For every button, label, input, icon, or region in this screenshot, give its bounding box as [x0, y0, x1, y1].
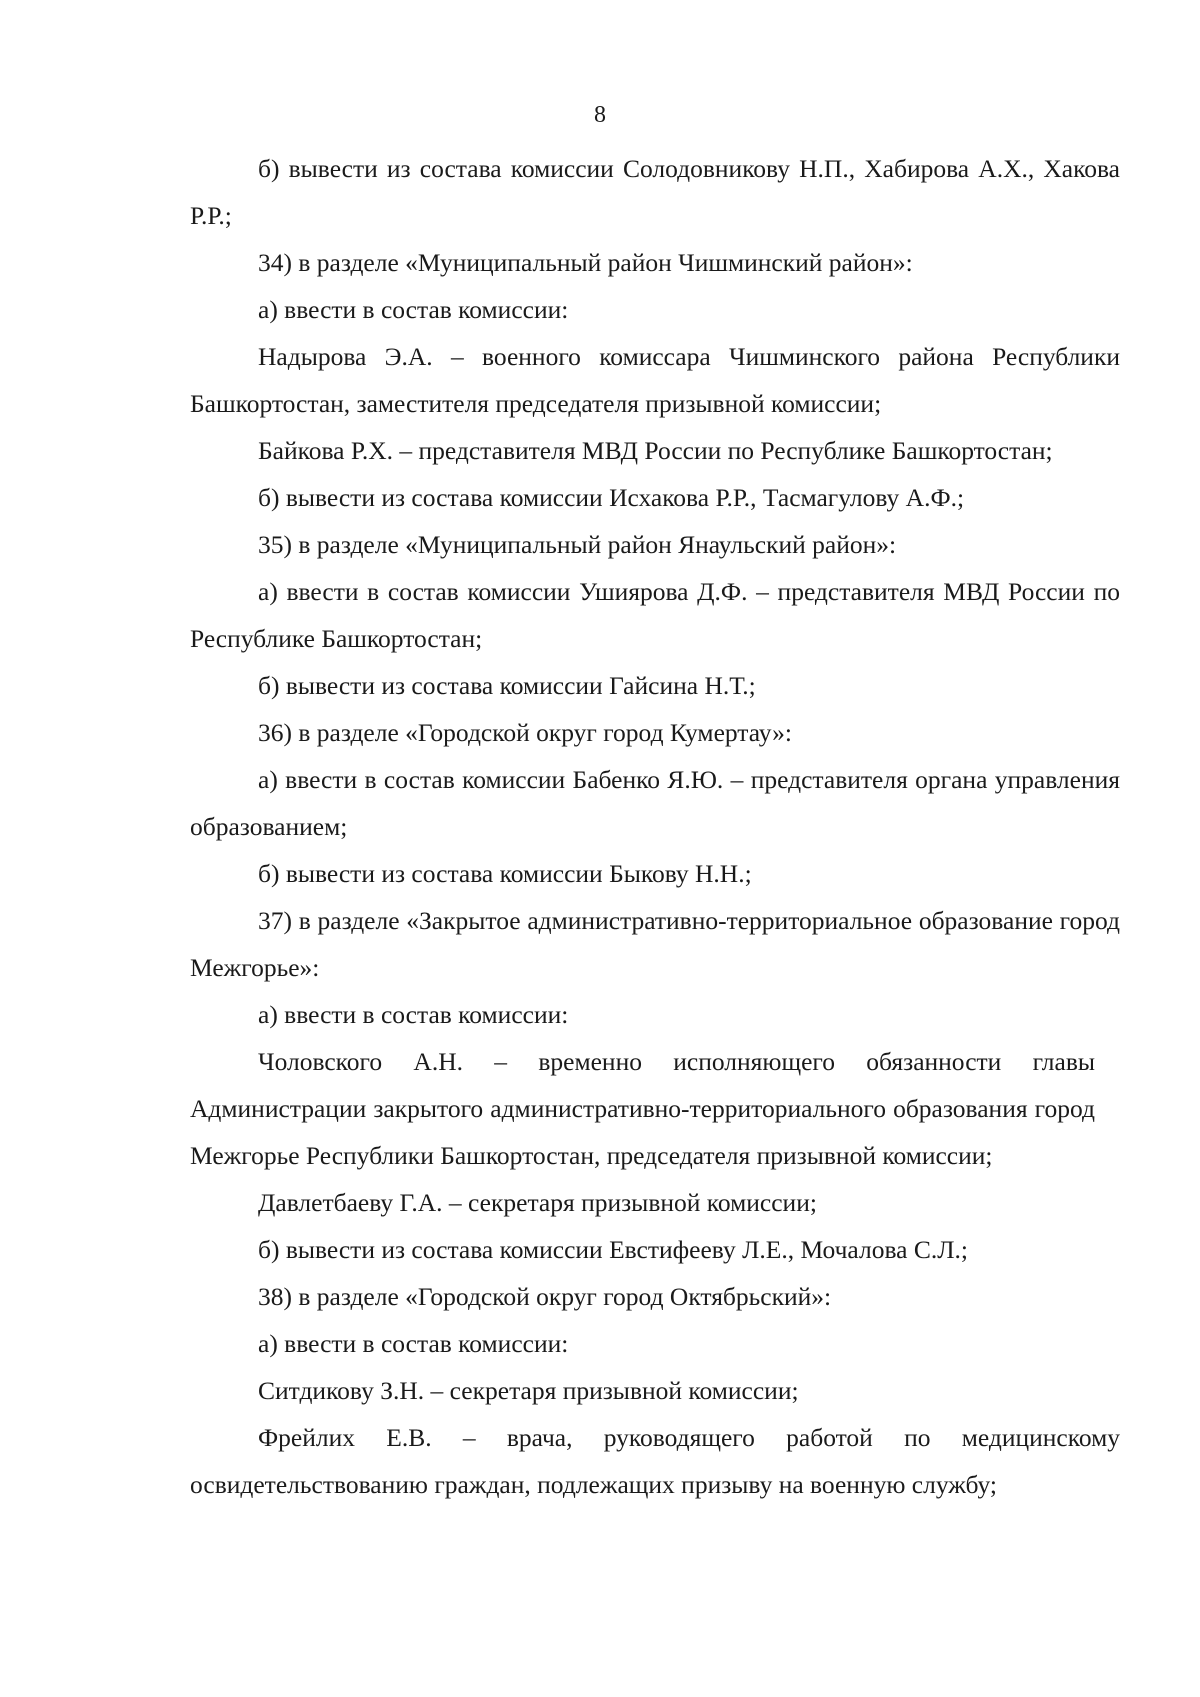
- paragraph: 34) в разделе «Муниципальный район Чишминский район»:: [258, 248, 913, 277]
- document-body: [190, 145, 1120, 1508]
- paragraph: а) ввести в состав комиссии:: [258, 1329, 569, 1358]
- paragraph: б) вывести из состава комиссии Гайсина Н.Т.;: [258, 671, 756, 700]
- paragraph: а) ввести в состав комиссии:: [258, 295, 569, 324]
- paragraph: Чоловского А.Н. – временно исполняющего обязанности главы Администрации закрытого административно-территориального образования город Межгорье Республики Башкортостан, председателя призывной комиссии;: [190, 1047, 1095, 1170]
- paragraph: 37) в разделе «Закрытое административно-территориальное образование город Межгорье»:: [190, 906, 1120, 982]
- paragraph: а) ввести в состав комиссии Ушиярова Д.Ф. – представителя МВД России по Республике Башкортостан;: [190, 577, 1120, 653]
- page-number: 8: [594, 102, 606, 128]
- paragraph: б) вывести из состава комиссии Быкову Н.Н.;: [258, 859, 752, 888]
- paragraph: Давлетбаеву Г.А. – секретаря призывной комиссии;: [258, 1188, 817, 1217]
- paragraph: 38) в разделе «Городской округ город Октябрьский»:: [258, 1282, 832, 1311]
- paragraph: Фрейлих Е.В. – врача, руководящего работой по медицинскому освидетельствованию граждан, подлежащих призыву на военную службу;: [190, 1423, 1120, 1499]
- paragraph: Ситдикову З.Н. – секретаря призывной комиссии;: [258, 1376, 799, 1405]
- paragraph: 35) в разделе «Муниципальный район Янаульский район»:: [258, 530, 897, 559]
- paragraph: Надырова Э.А. – военного комиссара Чишминского района Республики Башкортостан, заместителя председателя призывной комиссии;: [190, 342, 1120, 418]
- paragraph: 36) в разделе «Городской округ город Кумертау»:: [258, 718, 792, 747]
- paragraph: а) ввести в состав комиссии:: [258, 1000, 569, 1029]
- paragraph: Байкова Р.Х. – представителя МВД России по Республике Башкортостан;: [258, 436, 1053, 465]
- paragraph: б) вывести из состава комиссии Солодовникову Н.П., Хабирова А.Х., Хакова Р.Р.;: [190, 154, 1120, 230]
- paragraph: б) вывести из состава комиссии Евстифееву Л.Е., Мочалова С.Л.;: [258, 1235, 968, 1264]
- paragraph: а) ввести в состав комиссии Бабенко Я.Ю. – представителя органа управления образованием;: [190, 765, 1120, 841]
- paragraph: б) вывести из состава комиссии Исхакова Р.Р., Тасмагулову А.Ф.;: [258, 483, 965, 512]
